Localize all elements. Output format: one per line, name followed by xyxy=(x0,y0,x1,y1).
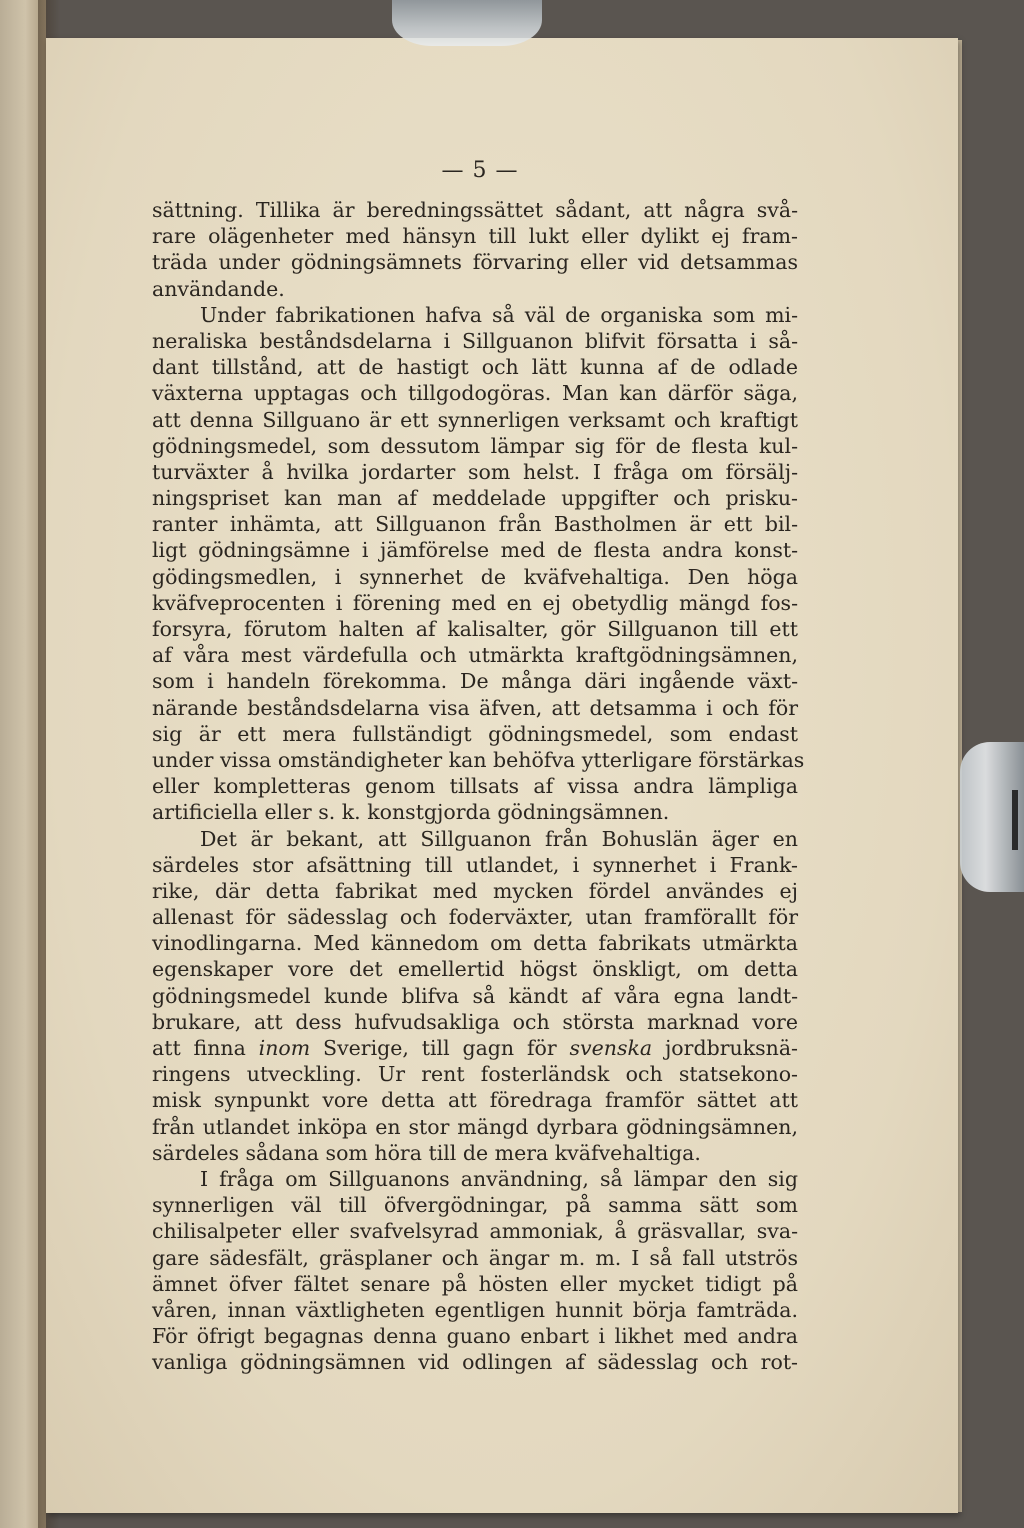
text-line: användande. xyxy=(152,276,285,301)
text-line: särdeles stor afsättning till utlandet, i synnerhet i Frank- xyxy=(152,852,798,877)
text-line: artificiella eller s. k. konstgjorda gödningsämnen. xyxy=(152,800,670,825)
text-line: För öfrigt begagnas denna guano enbart i likhet med andra xyxy=(152,1324,798,1349)
body-text xyxy=(152,197,805,1375)
text-line: särdeles sådana som höra till de mera kväfvehaltiga. xyxy=(152,1140,701,1165)
text-line: ligt gödningsämne i jämförelse med de flesta andra konst- xyxy=(152,538,798,563)
text-line: turväxter å hvilka jordarter som helst. I fråga om försälj- xyxy=(152,459,798,484)
italic-word: inom xyxy=(258,1036,311,1060)
text-line: brukare, att dess hufvudsakliga och största marknad vore xyxy=(152,1009,798,1034)
text-line xyxy=(152,1035,798,1061)
text-line: sättning. Tillika är beredningssättet sådant, att några svå- xyxy=(152,198,798,222)
text-line: egenskaper vore det emellertid högst önskligt, om detta xyxy=(152,957,798,982)
text-line: rare olägenheter med hänsyn till lukt eller dylikt ej fram- xyxy=(152,224,798,249)
text-line: vanliga gödningsämnen vid odlingen af sädesslag och rot- xyxy=(152,1350,798,1375)
text-line: gare sädesfält, gräsplaner och ängar m. m. I så fall utströs xyxy=(152,1245,798,1270)
text-line: kväfveprocenten i förening med en ej obetydlig mängd fos- xyxy=(152,590,798,615)
text-span: Sverige, till gagn för xyxy=(310,1036,570,1060)
text-line: växterna upptagas och tillgodogöras. Man kan därför säga, xyxy=(152,381,798,406)
text-line: forsyra, förutom halten af kalisalter, gör Sillguanon till ett xyxy=(152,617,798,641)
text-line: gödningsmedel kunde blifva så kändt af våra egna landt- xyxy=(152,983,798,1008)
text-span: att finna xyxy=(152,1036,259,1060)
text-line: allenast för sädesslag och foderväxter, utan framförallt för xyxy=(152,905,798,930)
text-line: gödingsmedlen, i synnerhet de kväfvehaltiga. Den höga xyxy=(152,564,798,589)
text-line: ämnet öfver fältet senare på hösten eller mycket tidigt på xyxy=(152,1271,798,1296)
text-line: närande beståndsdelarna visa äfven, att detsamma i och för xyxy=(152,695,798,720)
text-line: af våra mest värdefulla och utmärkta kraftgödningsämnen, xyxy=(152,643,798,668)
text-line: Under fabrikationen hafva så väl de organiska som mi- xyxy=(200,302,798,327)
text-line: rike, där detta fabrikat med mycken fördel användes ej xyxy=(152,878,798,903)
text-line: synnerligen väl till öfvergödningar, på samma sätt som xyxy=(152,1193,798,1218)
italic-word: svenska xyxy=(569,1036,653,1060)
text-line: ranter inhämta, att Sillguanon från Bastholmen är ett bil- xyxy=(152,512,798,537)
text-line: från utlandet inköpa en stor mängd dyrbara gödningsämnen, xyxy=(152,1114,798,1139)
text-line: att denna Sillguano är ett synnerligen verksamt och kraftigt xyxy=(152,407,798,432)
text-line: ringens utveckling. Ur rent fosterländsk och statsekono- xyxy=(152,1062,798,1087)
text-line: träda under gödningsämnets förvaring eller vid detsammas xyxy=(152,250,798,275)
text-line: vinodlingarna. Med kännedom om detta fabrikats utmärkta xyxy=(152,931,798,956)
text-line: Det är bekant, att Sillguanon från Bohuslän äger en xyxy=(200,826,798,851)
text-line: dant tillstånd, att de hastigt och lätt kunna af de odlade xyxy=(152,355,798,380)
clip-handle xyxy=(1012,790,1018,850)
text-span: jordbruksnä- xyxy=(652,1036,798,1060)
text-line: våren, innan växtligheten egentligen hunnit börja famträda. xyxy=(152,1297,798,1322)
text-line: gödningsmedel, som dessutom lämpar sig för de flesta kul- xyxy=(152,433,798,458)
text-line: under vissa omständigheter kan behöfva ytterligare förstärkas xyxy=(152,747,805,772)
text-line: misk synpunkt vore detta att föredraga framför sättet att xyxy=(152,1088,798,1113)
top-page-clip xyxy=(392,0,542,46)
text-line: ningspriset kan man af meddelade uppgifter och prisku- xyxy=(152,486,798,511)
text-line: chilisalpeter eller svafvelsyrad ammoniak, å gräsvallar, sva- xyxy=(152,1219,798,1244)
text-line: som i handeln förekomma. De många däri ingående växt- xyxy=(152,669,798,694)
text-line: sig är ett mera fullständigt gödningsmedel, som endast xyxy=(152,721,798,746)
text-line: eller kompletteras genom tillsats af vissa andra lämpliga xyxy=(152,774,798,799)
text-line: neraliska beståndsdelarna i Sillguanon blifvit försatta i så- xyxy=(152,328,798,353)
page-number: — 5 — xyxy=(441,158,519,183)
text-line: I fråga om Sillguanons användning, så lämpar den sig xyxy=(200,1166,798,1191)
